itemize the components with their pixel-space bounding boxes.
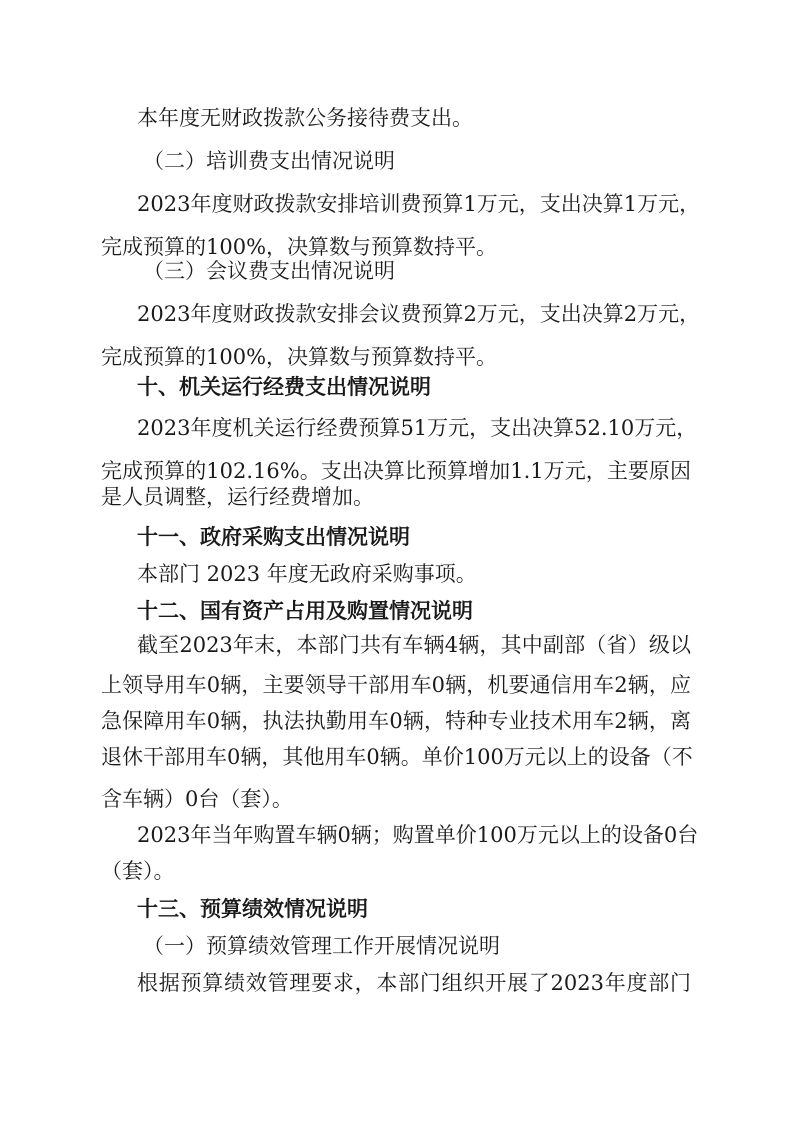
paragraph-line: 本部门 2023 年度无政府采购事项。 [137, 562, 477, 586]
paragraph-line: （套）。 [101, 859, 175, 883]
paragraph-line: 本年度无财政拨款公务接待费支出。 [137, 106, 473, 130]
section-heading: 十一、政府采购支出情况说明 [137, 525, 410, 549]
paragraph-line: 上领导用车0辆，主要领导干部用车0辆，机要通信用车2辆，应 [101, 673, 691, 697]
paragraph-line: 根据预算绩效管理要求，本部门组织开展了2023年度部门 [137, 971, 691, 995]
paragraph-line: 完成预算的100%，决算数与预算数持平。 [101, 345, 498, 369]
paragraph-line: 2023年度机关运行经费预算51万元，支出决算52.10万元， [137, 416, 698, 440]
section-heading: 十、机关运行经费支出情况说明 [137, 375, 431, 399]
subsection-heading: （一）预算绩效管理工作开展情况说明 [143, 934, 500, 958]
paragraph-line: 退休干部用车0辆，其他用车0辆。单价100万元以上的设备（不 [101, 745, 693, 769]
section-heading: 十二、国有资产占用及购置情况说明 [137, 599, 473, 623]
section-heading: 十三、预算绩效情况说明 [137, 897, 368, 921]
paragraph-line: 2023年度财政拨款安排培训费预算1万元，支出决算1万元， [137, 192, 701, 216]
paragraph-line: 含车辆）0台（套）。 [101, 787, 293, 811]
subsection-heading: （三）会议费支出情况说明 [143, 259, 395, 283]
paragraph-line: 完成预算的100%，决算数与预算数持平。 [101, 235, 498, 259]
subsection-heading: （二）培训费支出情况说明 [143, 149, 395, 173]
paragraph-line: 截至2023年末，本部门共有车辆4辆，其中副部（省）级以 [137, 633, 691, 657]
paragraph-line: 完成预算的102.16%。支出决算比预算增加1.1万元，主要原因 [101, 459, 691, 483]
paragraph-line: 2023年当年购置车辆0辆；购置单价100万元以上的设备0台 [137, 823, 699, 847]
paragraph-line: 2023年度财政拨款安排会议费预算2万元，支出决算2万元， [137, 302, 701, 326]
paragraph-line: 急保障用车0辆，执法执勤用车0辆，特种专业技术用车2辆，离 [101, 709, 691, 733]
paragraph-line: 是人员调整，运行经费增加。 [101, 485, 374, 509]
